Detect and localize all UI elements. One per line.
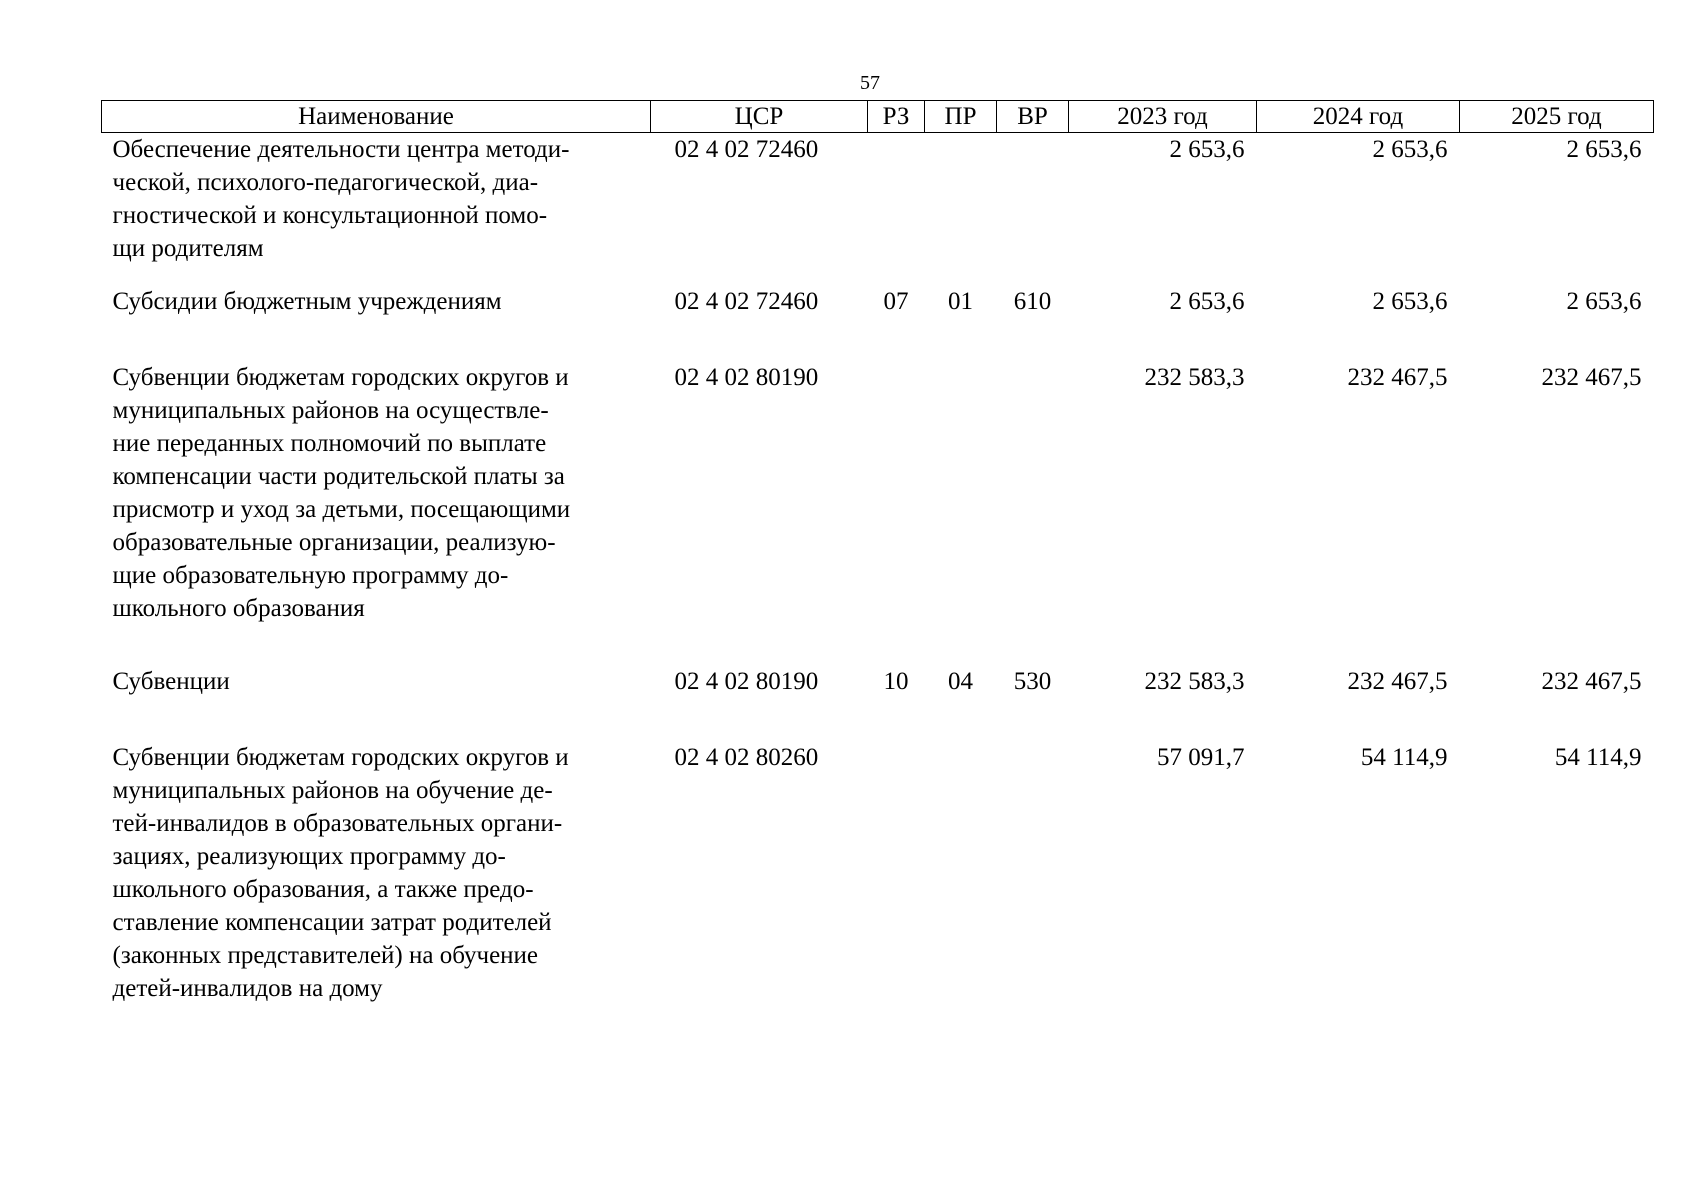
- page-number: 57: [860, 72, 880, 94]
- table-row: [102, 133, 1654, 285]
- row-2025: 232 467,5: [1541, 667, 1642, 695]
- row-name: Обеспечение деятельности центра методи- ческой, психолого-педагогической, диа- гностической и консультационной помо- щи родителям: [112, 136, 570, 262]
- row-csr: 02 4 02 72460: [674, 287, 819, 315]
- row-2024: 232 467,5: [1347, 667, 1448, 695]
- row-csr: 02 4 02 80190: [674, 667, 819, 695]
- row-2023: 2 653,6: [1169, 287, 1245, 315]
- header-2025: 2025 год: [1460, 101, 1654, 133]
- table-row: [102, 741, 1654, 1011]
- row-2024: 54 114,9: [1360, 743, 1448, 771]
- header-vr: ВР: [997, 101, 1069, 133]
- row-vr: 530: [1013, 667, 1052, 695]
- row-pr: 01: [948, 287, 973, 315]
- row-pr: 04: [948, 667, 973, 695]
- row-name: Субвенции: [112, 667, 230, 695]
- row-rz: 10: [883, 667, 909, 695]
- table-row: [102, 285, 1654, 361]
- header-name: Наименование: [102, 101, 651, 133]
- header-rz: РЗ: [868, 101, 925, 133]
- row-2025: 54 114,9: [1554, 743, 1642, 771]
- row-2024: 2 653,6: [1372, 136, 1448, 163]
- row-2025: 2 653,6: [1566, 287, 1642, 315]
- header-pr: ПР: [925, 101, 997, 133]
- row-2025: 2 653,6: [1566, 136, 1642, 163]
- row-pr: [925, 741, 997, 1011]
- row-pr: [925, 133, 997, 285]
- row-vr: [997, 361, 1069, 665]
- header-2024: 2024 год: [1257, 101, 1460, 133]
- row-csr: 02 4 02 80190: [674, 363, 819, 391]
- row-vr: [997, 133, 1069, 285]
- row-csr: 02 4 02 80260: [674, 743, 819, 771]
- row-2023: 232 583,3: [1144, 363, 1245, 391]
- row-2023: 232 583,3: [1144, 667, 1245, 695]
- row-2023: 57 091,7: [1157, 743, 1245, 771]
- row-2025: 232 467,5: [1541, 363, 1642, 391]
- row-rz: [868, 133, 925, 285]
- row-vr: 610: [1013, 287, 1052, 315]
- row-2024: 232 467,5: [1347, 363, 1448, 391]
- table-header-row: [102, 101, 1654, 133]
- row-rz: 07: [883, 287, 909, 315]
- row-name: Субсидии бюджетным учреждениям: [112, 287, 502, 315]
- row-name: Субвенции бюджетам городских округов и муниципальных районов на осуществле- ние переданных полномочий по выплате компенсации части родительской платы за присмотр и уход за детьми, посещающими образовательные организации, реализую- щие образовательную программу до- школьного образования: [112, 363, 571, 622]
- row-2023: 2 653,6: [1169, 136, 1245, 163]
- row-2024: 2 653,6: [1372, 287, 1448, 315]
- table-row: [102, 361, 1654, 665]
- row-csr: 02 4 02 72460: [674, 136, 819, 163]
- row-name: Субвенции бюджетам городских округов и муниципальных районов на обучение де- тей-инвалидов в образовательных органи- зациях, реализующих программу до- школьного образования, а также предо- ставление компенсации затрат родителей (законных представителей) на обучение детей-инвалидов на дому: [112, 743, 569, 1002]
- budget-table: [101, 100, 1654, 1011]
- row-rz: [868, 741, 925, 1011]
- row-rz: [868, 361, 925, 665]
- header-2023: 2023 год: [1069, 101, 1257, 133]
- table-row: [102, 665, 1654, 741]
- row-vr: [997, 741, 1069, 1011]
- header-csr: ЦСР: [651, 101, 868, 133]
- row-pr: [925, 361, 997, 665]
